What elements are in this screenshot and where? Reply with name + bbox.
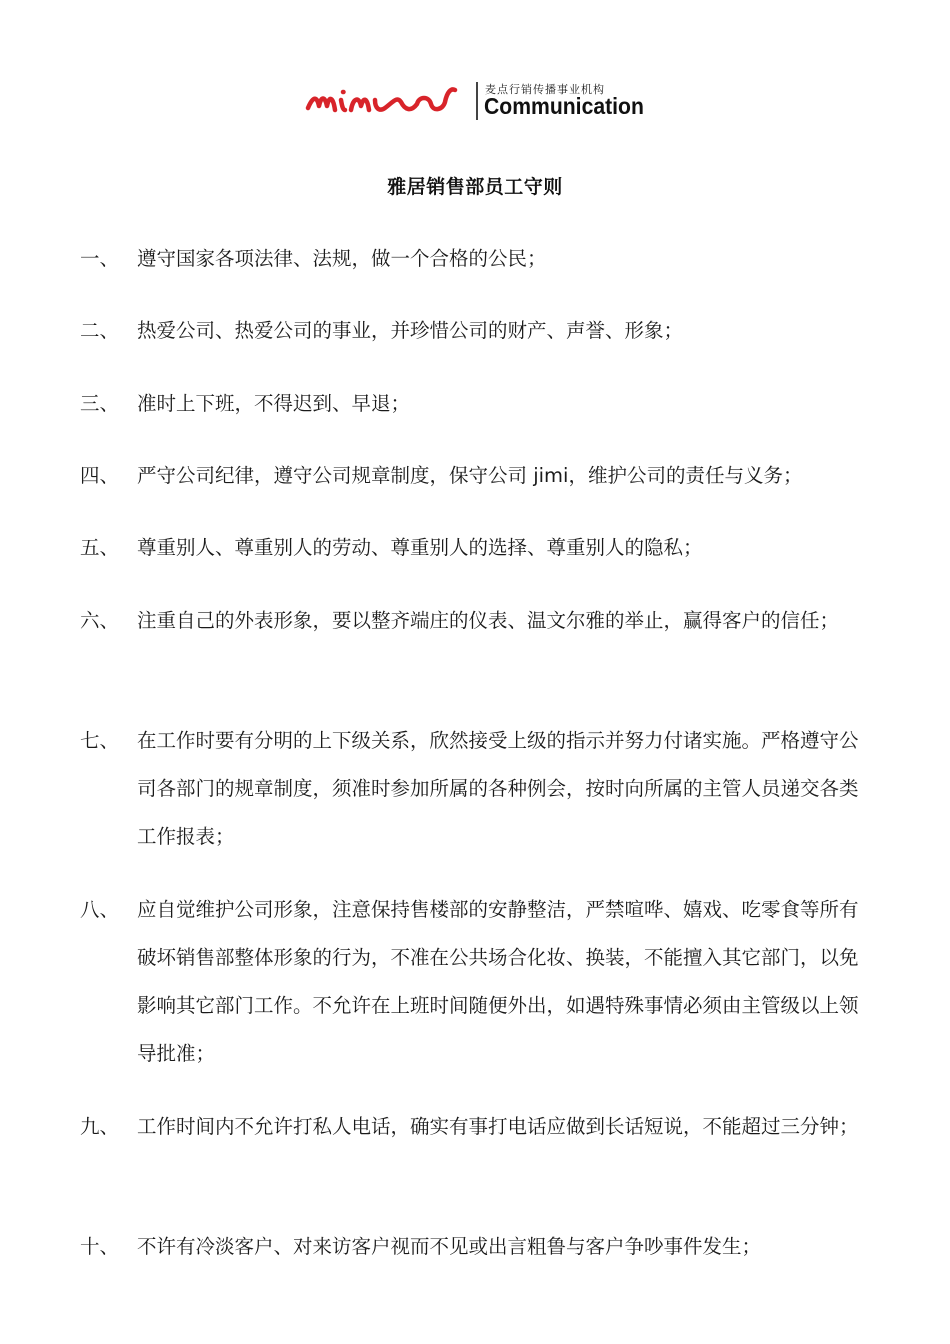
rule-number: 十、 [80,1235,120,1258]
company-logo [305,78,650,126]
logo-name: Communication [484,93,644,119]
rule-text: 严守公司纪律，遵守公司规章制度，保守公司 jimi，维护公司的责任与义务； [137,464,803,487]
rule-number: 九、 [80,1115,120,1138]
document-title: 雅居销售部员工守则 [387,176,563,198]
rule-text: 在工作时要有分明的上下级关系，欣然接受上级的指示并努力付诸实施。严格遵守公司各部门的规章制度，须准时参加所属的各种例会，按时向所属的主管人员递交各类工作报表； [137,729,859,848]
logo-subtitle: 麦点行销传播事业机构 [485,83,605,96]
rule-text: 不许有冷淡客户、对来访客户视而不见或出言粗鲁与客户争吵事件发生； [137,1235,762,1258]
rule-text: 注重自己的外表形象，要以整齐端庄的仪表、温文尔雅的举止，赢得客户的信任； [137,609,840,632]
rule-number: 四、 [80,464,120,487]
rule-number: 七、 [80,729,120,752]
rule-text: 遵守国家各项法律、法规，做一个合格的公民； [137,247,547,270]
rule-number: 二、 [80,319,120,342]
rule-text: 工作时间内不允许打私人电话，确实有事打电话应做到长话短说，不能超过三分钟； [137,1115,859,1138]
rule-text: 应自觉维护公司形象，注意保持售楼部的安静整洁，严禁喧哗、嬉戏、吃零食等所有破坏销售部整体形象的行为，不准在公共场合化妆、换装，不能擅入其它部门，以免影响其它部门工作。不允许在上班时间随便外出，如遇特殊事情必须由主管级以上领导批准； [137,898,859,1065]
rule-number: 五、 [80,536,120,559]
mind-logo-mark [305,86,465,118]
rule-number: 三、 [80,392,120,415]
rule-text: 热爱公司、热爱公司的事业，并珍惜公司的财产、声誉、形象； [137,319,684,342]
logo-separator [476,82,478,120]
rule-number: 六、 [80,609,120,632]
rule-number: 八、 [80,898,120,921]
rule-text: 准时上下班，不得迟到、早退； [137,392,411,415]
rule-text: 尊重别人、尊重别人的劳动、尊重别人的选择、尊重别人的隐私； [137,536,703,559]
rule-number: 一、 [80,247,120,270]
